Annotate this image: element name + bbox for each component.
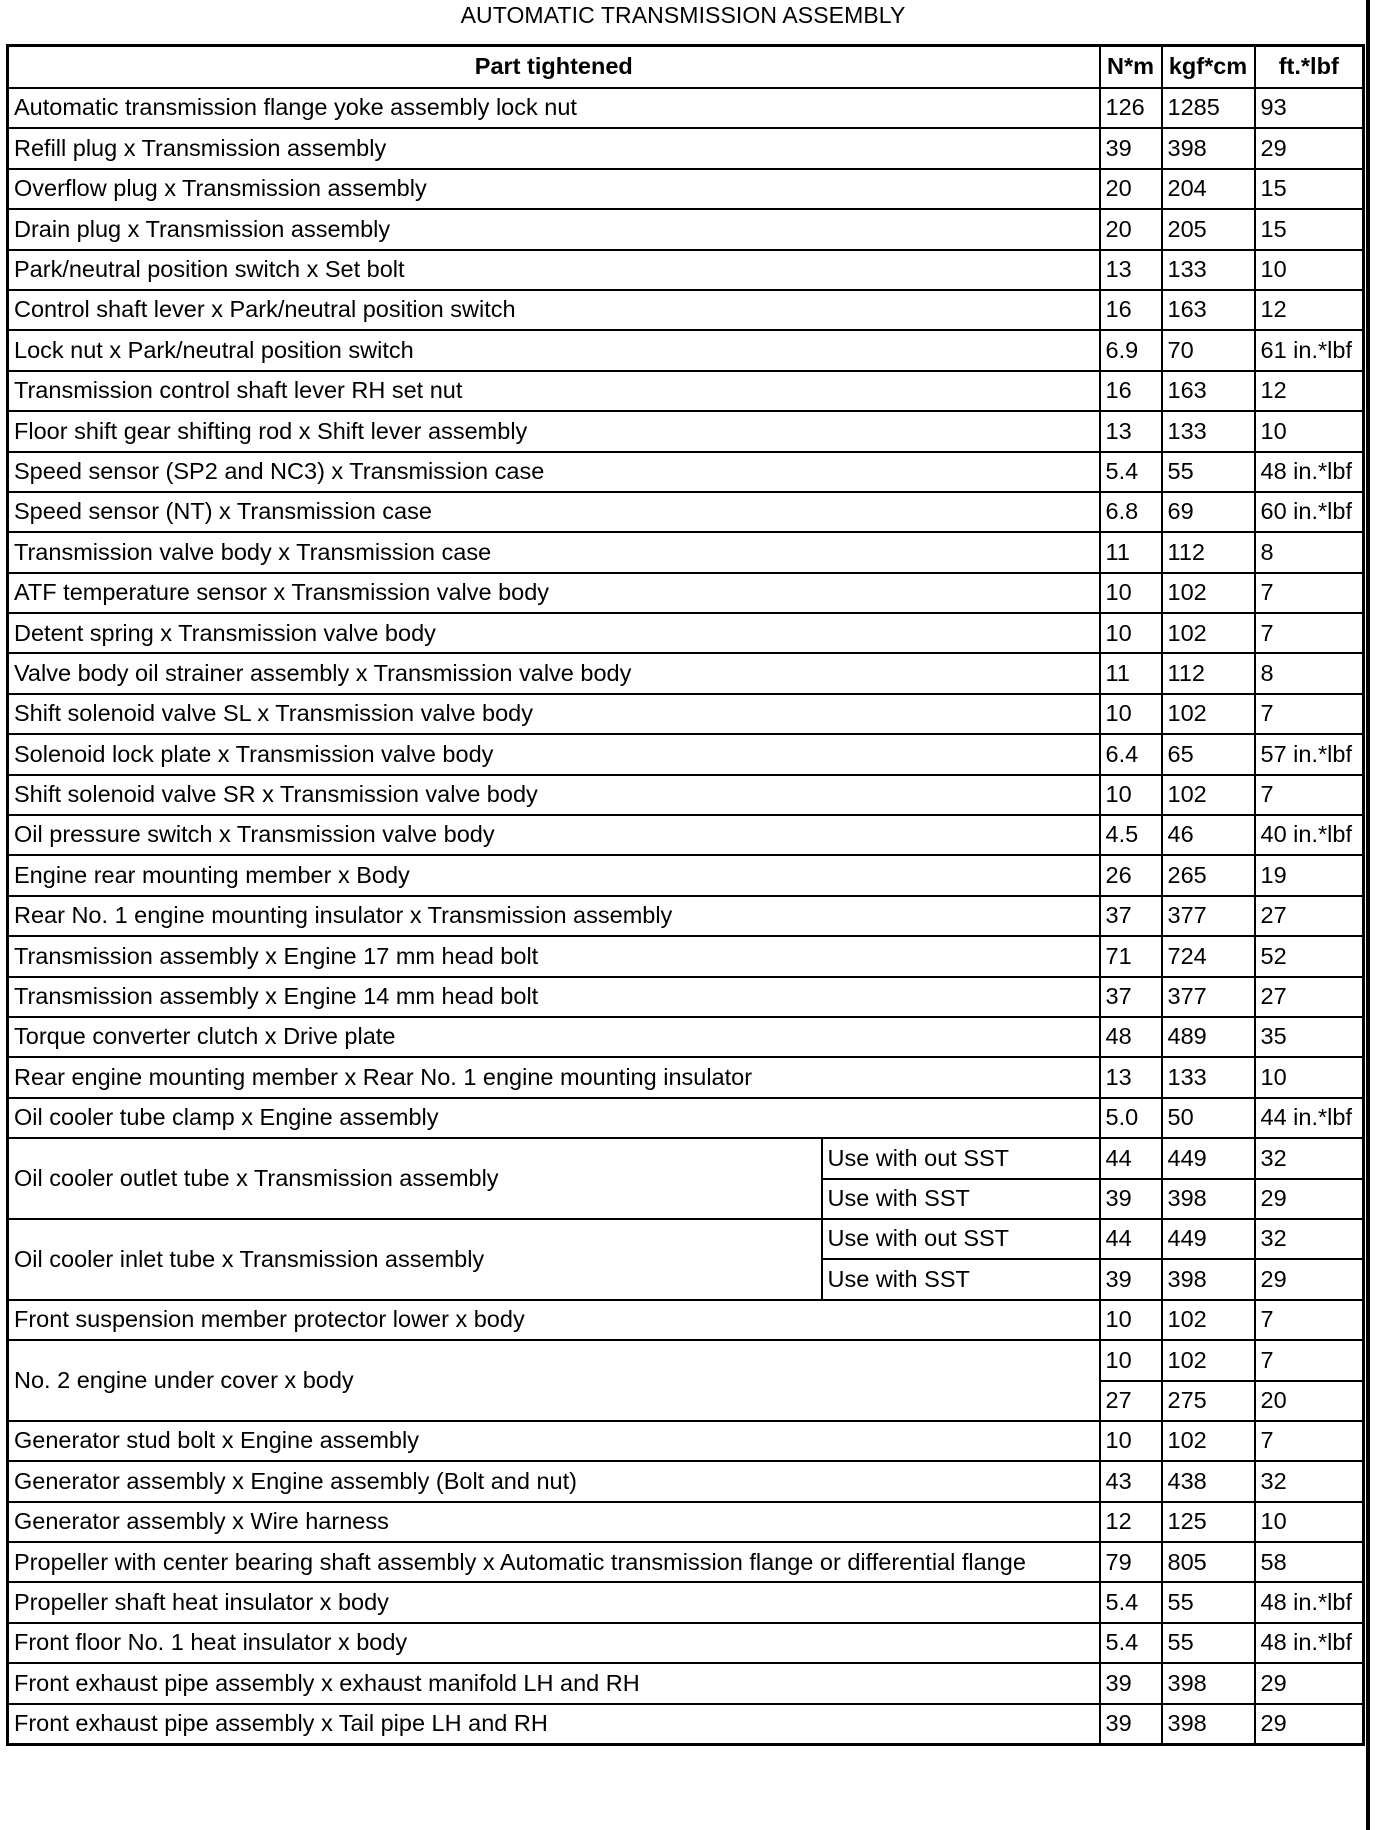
table-row bbox=[8, 1582, 1364, 1622]
ft-lbf-cell: 29 bbox=[1255, 1179, 1364, 1219]
table-row bbox=[8, 1542, 1364, 1582]
ft-lbf-cell: 60 in.*lbf bbox=[1255, 492, 1364, 532]
nm-cell: 5.4 bbox=[1100, 1623, 1162, 1663]
nm-cell: 10 bbox=[1100, 613, 1162, 653]
ft-lbf-cell: 10 bbox=[1255, 1057, 1364, 1097]
document-title: AUTOMATIC TRANSMISSION ASSEMBLY bbox=[460, 2, 906, 28]
part-cell: Automatic transmission flange yoke assembly lock nut bbox=[8, 88, 1100, 128]
kgf-cm-cell: 102 bbox=[1162, 613, 1255, 653]
ft-lbf-cell: 29 bbox=[1255, 1704, 1364, 1745]
kgf-cm-cell: 133 bbox=[1162, 1057, 1255, 1097]
header-part-tightened: Part tightened bbox=[8, 46, 1100, 89]
part-cell: Transmission assembly x Engine 17 mm head bolt bbox=[8, 936, 1100, 976]
ft-lbf-cell: 29 bbox=[1255, 1663, 1364, 1703]
nm-cell: 39 bbox=[1100, 1259, 1162, 1299]
kgf-cm-cell: 102 bbox=[1162, 1421, 1255, 1461]
nm-cell: 71 bbox=[1100, 936, 1162, 976]
table-row bbox=[8, 371, 1364, 411]
ft-lbf-cell: 27 bbox=[1255, 977, 1364, 1017]
nm-cell: 13 bbox=[1100, 250, 1162, 290]
nm-cell: 16 bbox=[1100, 371, 1162, 411]
right-edge-rule bbox=[1366, 0, 1370, 1830]
ft-lbf-cell: 57 in.*lbf bbox=[1255, 734, 1364, 774]
kgf-cm-cell: 398 bbox=[1162, 128, 1255, 168]
part-cell: Lock nut x Park/neutral position switch bbox=[8, 330, 1100, 370]
table-row bbox=[8, 1017, 1364, 1057]
nm-cell: 16 bbox=[1100, 290, 1162, 330]
kgf-cm-cell: 398 bbox=[1162, 1179, 1255, 1219]
table-row bbox=[8, 613, 1364, 653]
kgf-cm-cell: 265 bbox=[1162, 855, 1255, 895]
part-cell: Rear engine mounting member x Rear No. 1 engine mounting insulator bbox=[8, 1057, 1100, 1097]
part-cell: Solenoid lock plate x Transmission valve body bbox=[8, 734, 1100, 774]
table-row bbox=[8, 1138, 1364, 1178]
table-row bbox=[8, 694, 1364, 734]
table-row bbox=[8, 936, 1364, 976]
table-body bbox=[8, 88, 1364, 1745]
part-cell: Speed sensor (SP2 and NC3) x Transmission case bbox=[8, 452, 1100, 492]
part-cell: Front floor No. 1 heat insulator x body bbox=[8, 1623, 1100, 1663]
part-cell: Oil cooler outlet tube x Transmission assembly bbox=[8, 1138, 822, 1219]
part-cell: Oil pressure switch x Transmission valve body bbox=[8, 815, 1100, 855]
part-cell: Floor shift gear shifting rod x Shift lever assembly bbox=[8, 411, 1100, 451]
table-row bbox=[8, 88, 1364, 128]
ft-lbf-cell: 27 bbox=[1255, 896, 1364, 936]
ft-lbf-cell: 48 in.*lbf bbox=[1255, 1623, 1364, 1663]
ft-lbf-cell: 20 bbox=[1255, 1381, 1364, 1421]
kgf-cm-cell: 449 bbox=[1162, 1219, 1255, 1259]
kgf-cm-cell: 398 bbox=[1162, 1663, 1255, 1703]
ft-lbf-cell: 7 bbox=[1255, 1300, 1364, 1340]
ft-lbf-cell: 7 bbox=[1255, 573, 1364, 613]
nm-cell: 79 bbox=[1100, 1542, 1162, 1582]
table-row bbox=[8, 1057, 1364, 1097]
table-row bbox=[8, 775, 1364, 815]
ft-lbf-cell: 61 in.*lbf bbox=[1255, 330, 1364, 370]
ft-lbf-cell: 58 bbox=[1255, 1542, 1364, 1582]
kgf-cm-cell: 125 bbox=[1162, 1502, 1255, 1542]
nm-cell: 5.4 bbox=[1100, 452, 1162, 492]
condition-cell: Use with out SST bbox=[822, 1219, 1100, 1259]
kgf-cm-cell: 112 bbox=[1162, 532, 1255, 572]
nm-cell: 10 bbox=[1100, 1421, 1162, 1461]
nm-cell: 11 bbox=[1100, 653, 1162, 693]
nm-cell: 43 bbox=[1100, 1461, 1162, 1501]
kgf-cm-cell: 102 bbox=[1162, 775, 1255, 815]
table-row bbox=[8, 815, 1364, 855]
kgf-cm-cell: 70 bbox=[1162, 330, 1255, 370]
header-ft-lbf: ft.*lbf bbox=[1255, 46, 1364, 89]
ft-lbf-cell: 35 bbox=[1255, 1017, 1364, 1057]
kgf-cm-cell: 133 bbox=[1162, 250, 1255, 290]
table-row bbox=[8, 734, 1364, 774]
ft-lbf-cell: 12 bbox=[1255, 371, 1364, 411]
nm-cell: 6.9 bbox=[1100, 330, 1162, 370]
part-cell: Shift solenoid valve SR x Transmission valve body bbox=[8, 775, 1100, 815]
ft-lbf-cell: 15 bbox=[1255, 209, 1364, 249]
part-cell: Shift solenoid valve SL x Transmission valve body bbox=[8, 694, 1100, 734]
kgf-cm-cell: 275 bbox=[1162, 1381, 1255, 1421]
ft-lbf-cell: 32 bbox=[1255, 1138, 1364, 1178]
kgf-cm-cell: 102 bbox=[1162, 1340, 1255, 1380]
table-row bbox=[8, 1663, 1364, 1703]
kgf-cm-cell: 102 bbox=[1162, 573, 1255, 613]
part-cell: Drain plug x Transmission assembly bbox=[8, 209, 1100, 249]
part-cell: Generator assembly x Engine assembly (Bolt and nut) bbox=[8, 1461, 1100, 1501]
part-cell: Transmission valve body x Transmission case bbox=[8, 532, 1100, 572]
nm-cell: 12 bbox=[1100, 1502, 1162, 1542]
kgf-cm-cell: 69 bbox=[1162, 492, 1255, 532]
kgf-cm-cell: 724 bbox=[1162, 936, 1255, 976]
part-cell: Rear No. 1 engine mounting insulator x Transmission assembly bbox=[8, 896, 1100, 936]
table-row bbox=[8, 653, 1364, 693]
table-row bbox=[8, 1502, 1364, 1542]
part-cell: Detent spring x Transmission valve body bbox=[8, 613, 1100, 653]
condition-cell: Use with out SST bbox=[822, 1138, 1100, 1178]
ft-lbf-cell: 52 bbox=[1255, 936, 1364, 976]
part-cell: Generator stud bolt x Engine assembly bbox=[8, 1421, 1100, 1461]
header-kgf-cm: kgf*cm bbox=[1162, 46, 1255, 89]
part-cell: Refill plug x Transmission assembly bbox=[8, 128, 1100, 168]
kgf-cm-cell: 55 bbox=[1162, 1623, 1255, 1663]
nm-cell: 5.4 bbox=[1100, 1582, 1162, 1622]
ft-lbf-cell: 93 bbox=[1255, 88, 1364, 128]
kgf-cm-cell: 1285 bbox=[1162, 88, 1255, 128]
nm-cell: 37 bbox=[1100, 896, 1162, 936]
condition-cell: Use with SST bbox=[822, 1179, 1100, 1219]
kgf-cm-cell: 163 bbox=[1162, 371, 1255, 411]
nm-cell: 39 bbox=[1100, 1179, 1162, 1219]
kgf-cm-cell: 377 bbox=[1162, 896, 1255, 936]
part-cell: Transmission assembly x Engine 14 mm head bolt bbox=[8, 977, 1100, 1017]
ft-lbf-cell: 7 bbox=[1255, 1421, 1364, 1461]
nm-cell: 10 bbox=[1100, 775, 1162, 815]
condition-cell: Use with SST bbox=[822, 1259, 1100, 1299]
part-cell: Park/neutral position switch x Set bolt bbox=[8, 250, 1100, 290]
nm-cell: 48 bbox=[1100, 1017, 1162, 1057]
part-cell: Valve body oil strainer assembly x Transmission valve body bbox=[8, 653, 1100, 693]
nm-cell: 26 bbox=[1100, 855, 1162, 895]
table-row bbox=[8, 330, 1364, 370]
nm-cell: 20 bbox=[1100, 169, 1162, 209]
table-row bbox=[8, 169, 1364, 209]
header-nm: N*m bbox=[1100, 46, 1162, 89]
kgf-cm-cell: 65 bbox=[1162, 734, 1255, 774]
ft-lbf-cell: 32 bbox=[1255, 1219, 1364, 1259]
part-cell: Torque converter clutch x Drive plate bbox=[8, 1017, 1100, 1057]
part-cell: Transmission control shaft lever RH set nut bbox=[8, 371, 1100, 411]
ft-lbf-cell: 29 bbox=[1255, 128, 1364, 168]
nm-cell: 10 bbox=[1100, 573, 1162, 613]
kgf-cm-cell: 112 bbox=[1162, 653, 1255, 693]
kgf-cm-cell: 163 bbox=[1162, 290, 1255, 330]
part-cell: Oil cooler inlet tube x Transmission assembly bbox=[8, 1219, 822, 1300]
part-cell: Generator assembly x Wire harness bbox=[8, 1502, 1100, 1542]
nm-cell: 39 bbox=[1100, 128, 1162, 168]
table-row bbox=[8, 411, 1364, 451]
table-row bbox=[8, 492, 1364, 532]
nm-cell: 13 bbox=[1100, 411, 1162, 451]
table-row bbox=[8, 573, 1364, 613]
ft-lbf-cell: 7 bbox=[1255, 1340, 1364, 1380]
table-row bbox=[8, 1704, 1364, 1745]
nm-cell: 10 bbox=[1100, 694, 1162, 734]
nm-cell: 39 bbox=[1100, 1704, 1162, 1745]
part-cell: Front exhaust pipe assembly x exhaust manifold LH and RH bbox=[8, 1663, 1100, 1703]
part-cell: Speed sensor (NT) x Transmission case bbox=[8, 492, 1100, 532]
table-row bbox=[8, 209, 1364, 249]
ft-lbf-cell: 32 bbox=[1255, 1461, 1364, 1501]
ft-lbf-cell: 7 bbox=[1255, 694, 1364, 734]
ft-lbf-cell: 12 bbox=[1255, 290, 1364, 330]
nm-cell: 44 bbox=[1100, 1219, 1162, 1259]
kgf-cm-cell: 133 bbox=[1162, 411, 1255, 451]
part-cell: Propeller with center bearing shaft assembly x Automatic transmission flange or differential flange bbox=[8, 1542, 1100, 1582]
nm-cell: 6.4 bbox=[1100, 734, 1162, 774]
kgf-cm-cell: 398 bbox=[1162, 1704, 1255, 1745]
table-row bbox=[8, 532, 1364, 572]
ft-lbf-cell: 29 bbox=[1255, 1259, 1364, 1299]
ft-lbf-cell: 10 bbox=[1255, 1502, 1364, 1542]
ft-lbf-cell: 10 bbox=[1255, 411, 1364, 451]
part-cell: Front exhaust pipe assembly x Tail pipe LH and RH bbox=[8, 1704, 1100, 1745]
kgf-cm-cell: 398 bbox=[1162, 1259, 1255, 1299]
nm-cell: 13 bbox=[1100, 1057, 1162, 1097]
kgf-cm-cell: 449 bbox=[1162, 1138, 1255, 1178]
table-row bbox=[8, 977, 1364, 1017]
nm-cell: 37 bbox=[1100, 977, 1162, 1017]
part-cell: Propeller shaft heat insulator x body bbox=[8, 1582, 1100, 1622]
nm-cell: 39 bbox=[1100, 1663, 1162, 1703]
ft-lbf-cell: 40 in.*lbf bbox=[1255, 815, 1364, 855]
kgf-cm-cell: 55 bbox=[1162, 452, 1255, 492]
table-row bbox=[8, 1461, 1364, 1501]
ft-lbf-cell: 48 in.*lbf bbox=[1255, 1582, 1364, 1622]
table-row bbox=[8, 855, 1364, 895]
nm-cell: 44 bbox=[1100, 1138, 1162, 1178]
ft-lbf-cell: 7 bbox=[1255, 613, 1364, 653]
table-row bbox=[8, 128, 1364, 168]
ft-lbf-cell: 44 in.*lbf bbox=[1255, 1098, 1364, 1138]
table-row bbox=[8, 1421, 1364, 1461]
kgf-cm-cell: 438 bbox=[1162, 1461, 1255, 1501]
ft-lbf-cell: 8 bbox=[1255, 653, 1364, 693]
part-cell: Oil cooler tube clamp x Engine assembly bbox=[8, 1098, 1100, 1138]
nm-cell: 20 bbox=[1100, 209, 1162, 249]
kgf-cm-cell: 55 bbox=[1162, 1582, 1255, 1622]
ft-lbf-cell: 7 bbox=[1255, 775, 1364, 815]
kgf-cm-cell: 102 bbox=[1162, 1300, 1255, 1340]
part-cell: Control shaft lever x Park/neutral position switch bbox=[8, 290, 1100, 330]
kgf-cm-cell: 489 bbox=[1162, 1017, 1255, 1057]
table-row bbox=[8, 1219, 1364, 1259]
table-row bbox=[8, 1623, 1364, 1663]
kgf-cm-cell: 805 bbox=[1162, 1542, 1255, 1582]
ft-lbf-cell: 15 bbox=[1255, 169, 1364, 209]
nm-cell: 10 bbox=[1100, 1340, 1162, 1380]
table-header-row bbox=[8, 46, 1364, 89]
part-cell: Front suspension member protector lower x body bbox=[8, 1300, 1100, 1340]
part-cell: ATF temperature sensor x Transmission valve body bbox=[8, 573, 1100, 613]
table-row bbox=[8, 1098, 1364, 1138]
part-cell: Overflow plug x Transmission assembly bbox=[8, 169, 1100, 209]
nm-cell: 126 bbox=[1100, 88, 1162, 128]
table-row bbox=[8, 250, 1364, 290]
nm-cell: 11 bbox=[1100, 532, 1162, 572]
ft-lbf-cell: 10 bbox=[1255, 250, 1364, 290]
table-row bbox=[8, 896, 1364, 936]
kgf-cm-cell: 205 bbox=[1162, 209, 1255, 249]
kgf-cm-cell: 204 bbox=[1162, 169, 1255, 209]
kgf-cm-cell: 102 bbox=[1162, 694, 1255, 734]
ft-lbf-cell: 8 bbox=[1255, 532, 1364, 572]
nm-cell: 6.8 bbox=[1100, 492, 1162, 532]
table-row bbox=[8, 1300, 1364, 1340]
torque-spec-table bbox=[6, 44, 1365, 1746]
kgf-cm-cell: 377 bbox=[1162, 977, 1255, 1017]
table-row bbox=[8, 1340, 1364, 1380]
ft-lbf-cell: 19 bbox=[1255, 855, 1364, 895]
kgf-cm-cell: 50 bbox=[1162, 1098, 1255, 1138]
nm-cell: 4.5 bbox=[1100, 815, 1162, 855]
table-row bbox=[8, 452, 1364, 492]
table-row bbox=[8, 290, 1364, 330]
part-cell: No. 2 engine under cover x body bbox=[8, 1340, 1100, 1421]
nm-cell: 10 bbox=[1100, 1300, 1162, 1340]
nm-cell: 5.0 bbox=[1100, 1098, 1162, 1138]
ft-lbf-cell: 48 in.*lbf bbox=[1255, 452, 1364, 492]
kgf-cm-cell: 46 bbox=[1162, 815, 1255, 855]
nm-cell: 27 bbox=[1100, 1381, 1162, 1421]
part-cell: Engine rear mounting member x Body bbox=[8, 855, 1100, 895]
